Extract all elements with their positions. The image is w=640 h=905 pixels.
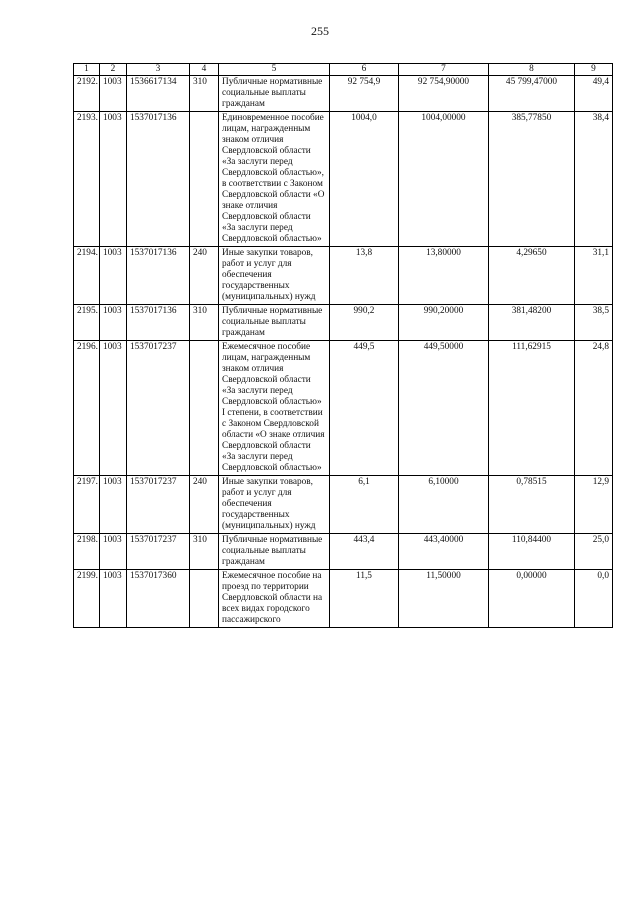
target-code: 1537017237 <box>127 534 190 570</box>
value-col-7: 1004,00000 <box>399 112 489 247</box>
budget-table <box>73 63 613 628</box>
expense-type-code <box>190 112 219 247</box>
table-row <box>74 305 613 341</box>
percent-col-9: 12,9 <box>575 476 613 534</box>
table-row <box>74 341 613 476</box>
header-row <box>74 64 613 76</box>
table-row <box>74 112 613 247</box>
item-name: Иные закупки товаров, работ и услуг для обеспечения государственных (муниципальных) нужд <box>219 247 330 305</box>
percent-col-9: 38,4 <box>575 112 613 247</box>
section-code: 1003 <box>100 570 127 628</box>
column-header: 7 <box>399 64 489 76</box>
percent-col-9: 49,4 <box>575 76 613 112</box>
value-col-7: 449,50000 <box>399 341 489 476</box>
item-name: Публичные нормативные социальные выплаты гражданам <box>219 534 330 570</box>
page-number: 255 <box>311 24 329 38</box>
target-code: 1537017360 <box>127 570 190 628</box>
value-col-7: 11,50000 <box>399 570 489 628</box>
row-number: 2198. <box>74 534 100 570</box>
value-col-6: 11,5 <box>330 570 399 628</box>
expense-type-code <box>190 570 219 628</box>
value-col-7: 13,80000 <box>399 247 489 305</box>
value-col-6: 1004,0 <box>330 112 399 247</box>
expense-type-code: 240 <box>190 247 219 305</box>
row-number: 2196. <box>74 341 100 476</box>
section-code: 1003 <box>100 341 127 476</box>
value-col-6: 990,2 <box>330 305 399 341</box>
value-col-8: 0,00000 <box>489 570 575 628</box>
item-name: Публичные нормативные социальные выплаты гражданам <box>219 305 330 341</box>
value-col-6: 449,5 <box>330 341 399 476</box>
target-code: 1537017136 <box>127 112 190 247</box>
row-number: 2194. <box>74 247 100 305</box>
item-name: Ежемесячное пособие лицам, награжденным знаком отличия Свердловской области «За заслуги перед Свердловской областью» I степени, в соответствии с Законом Свердловской области «О знаке отличия Свердловской области «За заслуги перед Свердловской областью» <box>219 341 330 476</box>
value-col-8: 381,48200 <box>489 305 575 341</box>
column-header: 1 <box>74 64 100 76</box>
percent-col-9: 31,1 <box>575 247 613 305</box>
row-number: 2199. <box>74 570 100 628</box>
item-name: Иные закупки товаров, работ и услуг для обеспечения государственных (муниципальных) нужд <box>219 476 330 534</box>
item-name: Единовременное пособие лицам, награжденным знаком отличия Свердловской области «За заслуги перед Свердловской областью», в соответствии с Законом Свердловской области «О знаке отличия Свердловской области «За заслуги перед Свердловской областью» <box>219 112 330 247</box>
section-code: 1003 <box>100 534 127 570</box>
section-code: 1003 <box>100 476 127 534</box>
expense-type-code: 310 <box>190 534 219 570</box>
item-name: Публичные нормативные социальные выплаты гражданам <box>219 76 330 112</box>
target-code: 1537017136 <box>127 247 190 305</box>
value-col-7: 92 754,90000 <box>399 76 489 112</box>
percent-col-9: 25,0 <box>575 534 613 570</box>
column-header: 9 <box>575 64 613 76</box>
percent-col-9: 24,8 <box>575 341 613 476</box>
row-number: 2192. <box>74 76 100 112</box>
value-col-7: 990,20000 <box>399 305 489 341</box>
row-number: 2193. <box>74 112 100 247</box>
value-col-8: 385,77850 <box>489 112 575 247</box>
value-col-6: 443,4 <box>330 534 399 570</box>
item-name: Ежемесячное пособие на проезд по территории Свердловской области на всех видах городского пассажирского <box>219 570 330 628</box>
value-col-7: 443,40000 <box>399 534 489 570</box>
table-row <box>74 476 613 534</box>
row-number: 2197. <box>74 476 100 534</box>
column-header: 5 <box>219 64 330 76</box>
value-col-8: 0,78515 <box>489 476 575 534</box>
value-col-8: 4,29650 <box>489 247 575 305</box>
section-code: 1003 <box>100 305 127 341</box>
table-row <box>74 76 613 112</box>
percent-col-9: 0,0 <box>575 570 613 628</box>
value-col-6: 13,8 <box>330 247 399 305</box>
expense-type-code: 310 <box>190 305 219 341</box>
table-row <box>74 534 613 570</box>
column-header: 6 <box>330 64 399 76</box>
section-code: 1003 <box>100 112 127 247</box>
column-header: 2 <box>100 64 127 76</box>
value-col-8: 110,84400 <box>489 534 575 570</box>
value-col-8: 111,62915 <box>489 341 575 476</box>
column-header: 4 <box>190 64 219 76</box>
value-col-7: 6,10000 <box>399 476 489 534</box>
column-header: 3 <box>127 64 190 76</box>
table-row <box>74 570 613 628</box>
column-header: 8 <box>489 64 575 76</box>
target-code: 1537017136 <box>127 305 190 341</box>
expense-type-code <box>190 341 219 476</box>
value-col-6: 92 754,9 <box>330 76 399 112</box>
section-code: 1003 <box>100 76 127 112</box>
percent-col-9: 38,5 <box>575 305 613 341</box>
expense-type-code: 310 <box>190 76 219 112</box>
section-code: 1003 <box>100 247 127 305</box>
target-code: 1536617134 <box>127 76 190 112</box>
target-code: 1537017237 <box>127 341 190 476</box>
value-col-6: 6,1 <box>330 476 399 534</box>
value-col-8: 45 799,47000 <box>489 76 575 112</box>
expense-type-code: 240 <box>190 476 219 534</box>
target-code: 1537017237 <box>127 476 190 534</box>
row-number: 2195. <box>74 305 100 341</box>
table-row <box>74 247 613 305</box>
